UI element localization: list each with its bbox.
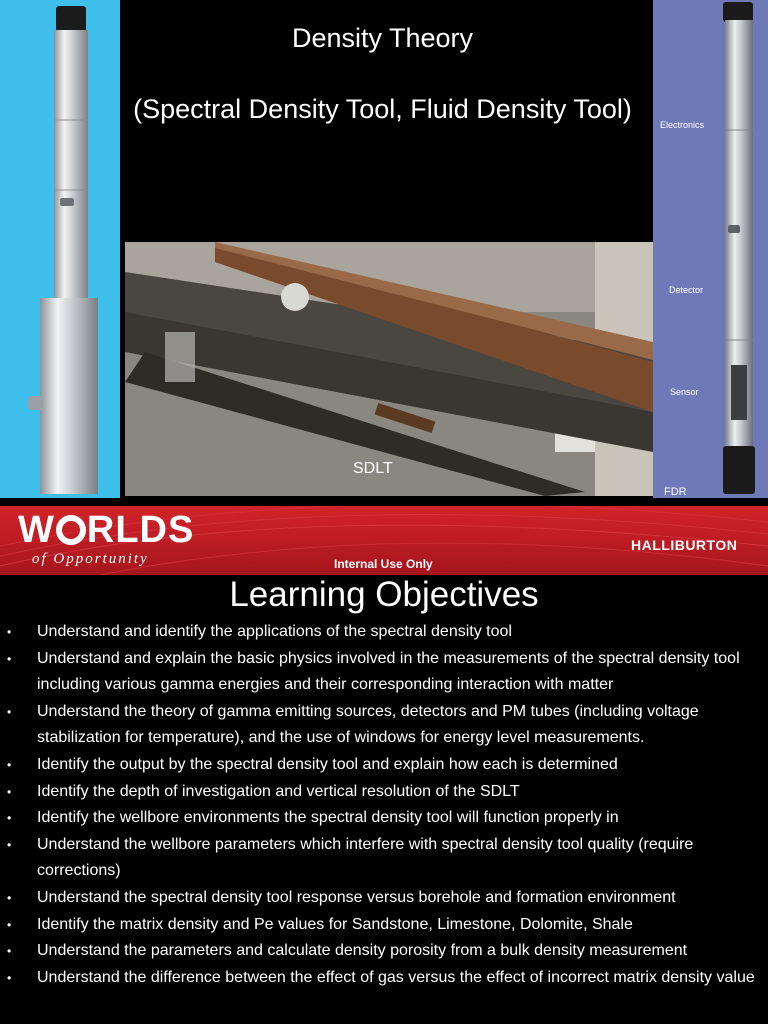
objective-text: Understand the difference between the effect of gas versus the effect of incorrect matrix density value <box>37 968 755 986</box>
objective-text: Identify the depth of investigation and vertical resolution of the SDLT <box>37 782 520 800</box>
bullet-icon: • <box>7 651 12 666</box>
fdr-part-electronics: Electronics <box>660 120 705 130</box>
objective-item <box>0 619 768 646</box>
worlds-logo <box>18 510 194 550</box>
fdr-tool-image <box>653 0 768 498</box>
objective-item <box>0 938 768 965</box>
worlds-logo-w: W <box>18 509 55 551</box>
bullet-icon: • <box>7 625 12 639</box>
sdlt-tool-image <box>0 0 120 498</box>
sdlt-photo-drawing <box>125 242 653 496</box>
objective-item <box>0 885 768 912</box>
objective-text: Understand the spectral density tool response versus borehole and formation environment <box>37 888 676 906</box>
objective-item <box>0 805 768 832</box>
fdr-tool-label: FDR <box>664 486 687 498</box>
objective-text: Understand and identify the applications of the spectral density tool <box>37 623 512 640</box>
bullet-icon: • <box>7 890 12 905</box>
objective-text: Understand and explain the basic physics involved in the measurements of the spectral density tool including various gamma energies and their corresponding interaction with matter <box>37 649 740 694</box>
objective-item <box>0 699 768 752</box>
bullet-icon: • <box>7 811 12 826</box>
sdlt-photo <box>125 242 653 496</box>
learning-objectives-heading: Learning Objectives <box>229 575 539 614</box>
bullet-icon: • <box>7 784 12 799</box>
fdr-tool-drawing <box>653 0 768 498</box>
bullet-icon: • <box>7 970 12 985</box>
fdr-part-sensor: Sensor <box>670 387 699 397</box>
bullet-icon: • <box>7 944 12 959</box>
objective-item <box>0 646 768 699</box>
learning-objectives-list <box>0 619 768 991</box>
halliburton-logo: HALLIBURTON <box>631 537 738 553</box>
fdr-part-detector: Detector <box>669 285 704 295</box>
objective-item <box>0 832 768 885</box>
objective-text: Understand the theory of gamma emitting sources, detectors and PM tubes (including voltage stabilization for temperature), and the use of windows for energy level measurements. <box>37 702 699 747</box>
bullet-icon: • <box>7 704 12 719</box>
objective-text: Identify the output by the spectral density tool and explain how each is determined <box>37 755 618 773</box>
objective-item <box>0 912 768 939</box>
objective-text: Understand the parameters and calculate density porosity from a bulk density measurement <box>37 942 688 960</box>
bullet-icon: • <box>7 837 12 852</box>
objective-text: Identify the wellbore environments the spectral density tool will function properly in <box>37 809 619 827</box>
objective-item <box>0 752 768 779</box>
sdlt-photo-label: SDLT <box>353 460 393 477</box>
objective-item <box>0 965 768 992</box>
sdlt-tool-drawing <box>0 0 120 498</box>
title-line-1: Density Theory <box>291 23 474 53</box>
slide-title <box>125 20 640 127</box>
objective-item <box>0 779 768 806</box>
bullet-icon: • <box>7 917 12 932</box>
internal-use-label: Internal Use Only <box>334 557 433 571</box>
worlds-logo-rest: RLDS <box>86 509 195 551</box>
title-line-2: (Spectral Density Tool, Fluid Density Tool) <box>133 94 632 124</box>
objective-text: Understand the wellbore parameters which interfere with spectral density tool quality (require corrections) <box>37 835 694 880</box>
globe-icon <box>56 515 86 545</box>
worlds-tagline: of Opportunity <box>32 551 149 567</box>
objective-text: Identify the matrix density and Pe values for Sandstone, Limestone, Dolomite, Shale <box>37 915 633 933</box>
density-theory-slide <box>0 0 768 506</box>
bullet-icon: • <box>7 757 12 772</box>
